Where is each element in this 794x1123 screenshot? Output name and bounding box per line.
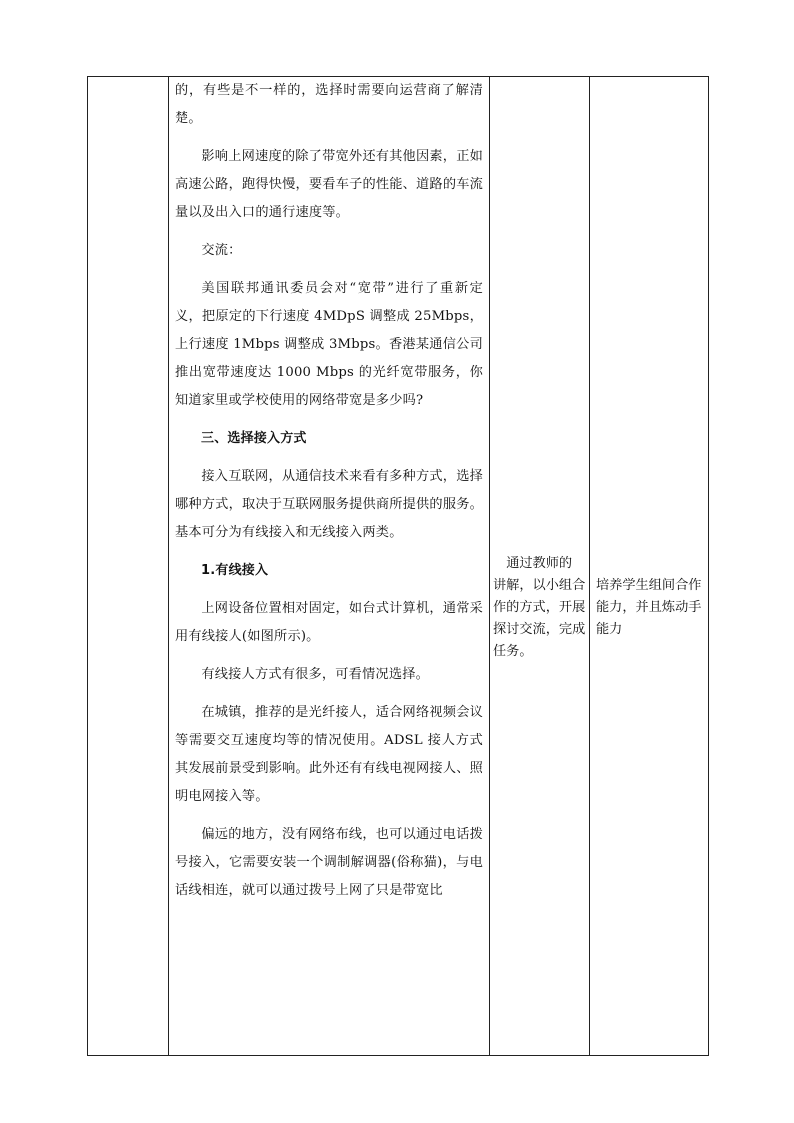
content-column-cell xyxy=(169,77,490,1056)
section-heading-access-method: 三、选择接入方式 xyxy=(201,431,307,446)
design-intent-cell xyxy=(590,77,709,1056)
lesson-content xyxy=(169,77,489,905)
teacher-activity-cell xyxy=(490,77,590,1056)
teacher-activity-line2: 讲解，以小组合作的方式，开展探讨交流，完成任务。 xyxy=(493,578,586,659)
design-intent-text: 培养学生组间合作能力，并且炼动手能力 xyxy=(596,578,702,637)
paragraph-remote-dialup: 偏远的地方，没有网络布线，也可以通过电话拨号接入，它需要安装一个调制解调器(俗称猫)，与电话线相连，就可以通过拨号上网了只是带宽比 xyxy=(175,827,483,898)
blank-column-cell xyxy=(88,77,169,1056)
paragraph-broadband-definition: 美国联邦通讯委员会对“宽带”进行了重新定义，把原定的下行速度 4MDpS 调整成 25Mbps，上行速度 1Mbps 调整成 3Mbps。香港某通信公司推出宽带速度达 1000 Mbps 的光纤宽带服务，你知道家里或学校使用的网络带宽是多少吗? xyxy=(175,281,483,408)
lesson-plan-table xyxy=(87,76,709,1056)
paragraph-urban-fiber: 在城镇，推荐的是光纤接人，适合网络视频会议等需要交互速度均等的情况使用。ADSL 接人方式其发展前景受到影响。此外还有有线电视网接人、照明电网接入等。 xyxy=(175,705,483,804)
paragraph-wired-devices: 上网设备位置相对固定，如台式计算机，通常采用有线接人(如图所示)。 xyxy=(175,601,483,644)
paragraph-speed-factors: 影响上网速度的除了带宽外还有其他因素，正如高速公路，跑得快慢，要看车子的性能、道路的车流量以及出入口的通行速度等。 xyxy=(175,149,483,220)
teacher-activity-line1: 通过教师的 xyxy=(506,556,573,571)
teacher-activity-text xyxy=(490,469,589,663)
paragraph-access-intro: 接入互联网，从通信技术来看有多种方式，选择哪种方式，取决于互联网服务提供商所提供的服务。基本可分为有线接入和无线接入两类。 xyxy=(175,469,483,540)
paragraph-continuation: 的，有些是不一样的，选择时需要向运营商了解清楚。 xyxy=(175,83,483,126)
subheading-wired-access: 1.有线接入 xyxy=(201,563,269,578)
paragraph-wired-options: 有线接人方式有很多，可看情况选择。 xyxy=(201,667,429,682)
paragraph-exchange-label: 交流： xyxy=(201,243,242,258)
